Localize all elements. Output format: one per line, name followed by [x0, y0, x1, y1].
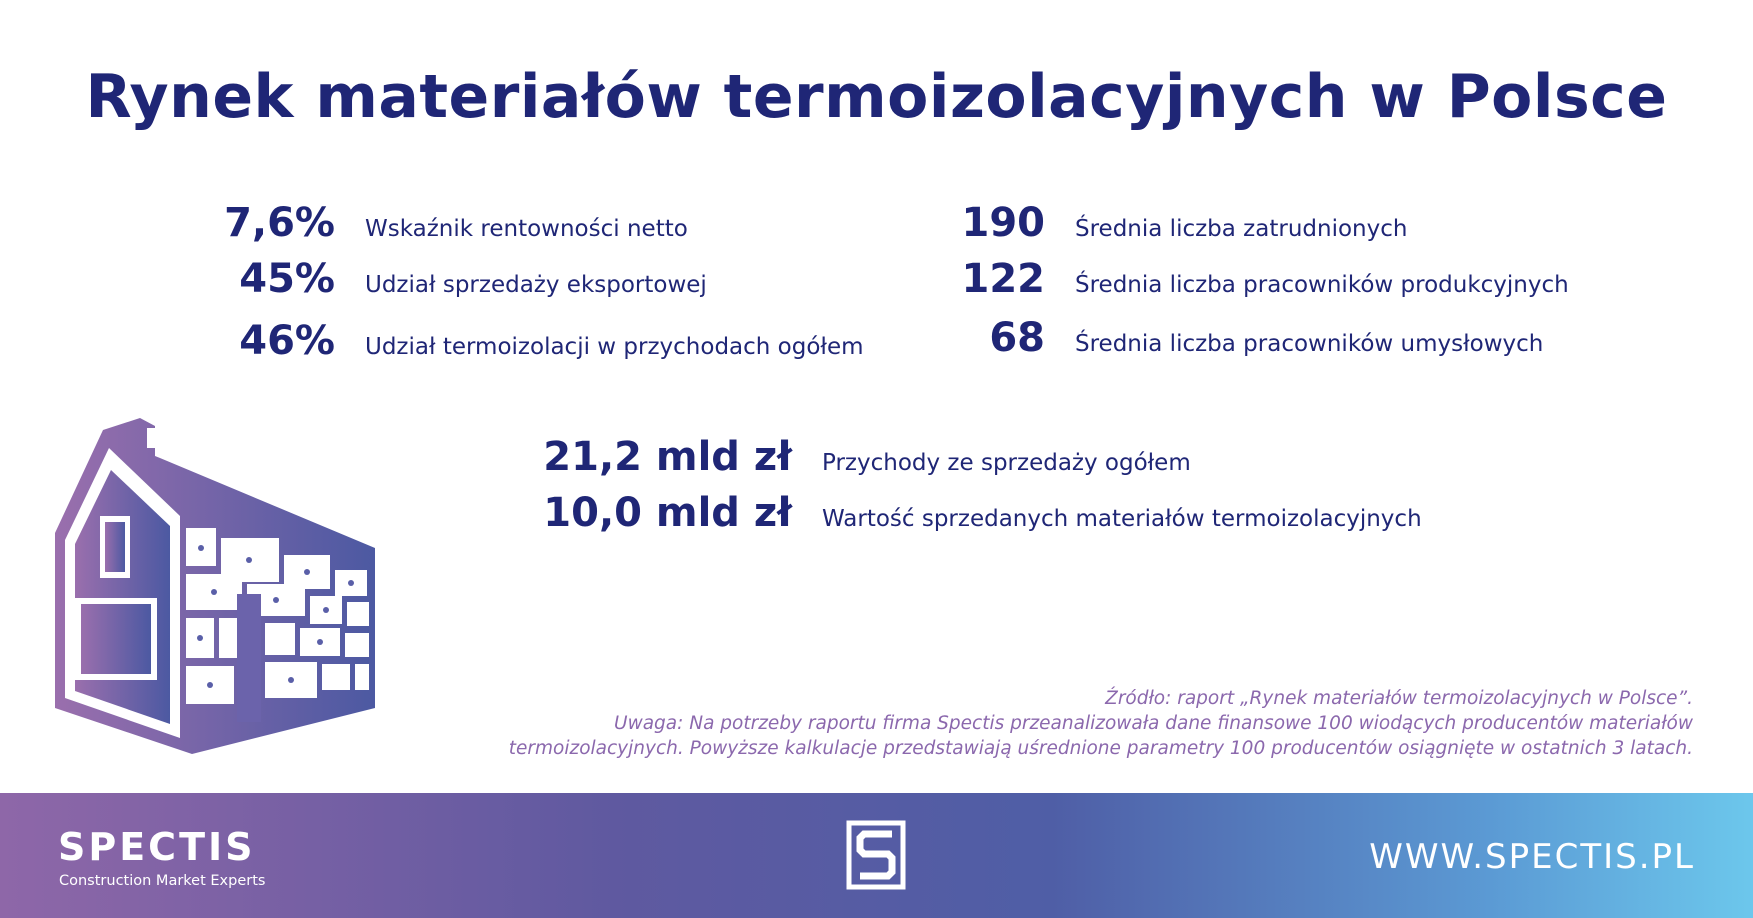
stat-insulation-share: [15, 318, 864, 364]
stat-production-workers: [865, 256, 1569, 302]
stat-total-revenue: [492, 434, 1191, 480]
note-line: termoizolacyjnych. Powyższe kalkulacje przedstawiają uśrednione parametry 100 producentów osiągnięte w ostatnich 3 latach.: [508, 738, 1693, 759]
page-title: Rynek materiałów termoizolacyjnych w Polsce: [85, 62, 1668, 132]
stat-export-share: [15, 256, 707, 302]
stat-label: Udział termoizolacji w przychodach ogółem: [365, 334, 864, 360]
source-line: Źródło: raport „Rynek materiałów termoizolacyjnych w Polsce”.: [1105, 688, 1693, 709]
stat-value: 190: [961, 200, 1045, 246]
stat-label: Średnia liczba zatrudnionych: [1075, 216, 1408, 242]
stat-value: 122: [961, 256, 1045, 302]
stat-value: 68: [989, 315, 1045, 361]
stat-office-workers: [865, 315, 1543, 361]
website-link[interactable]: WWW.SPECTIS.PL: [1369, 837, 1695, 877]
stat-label: Średnia liczba pracowników umysłowych: [1075, 331, 1544, 357]
stat-label: Wartość sprzedanych materiałów termoizolacyjnych: [822, 506, 1422, 532]
source-notes: [509, 686, 1693, 761]
stat-employees: [865, 200, 1407, 246]
footer-bar: [0, 793, 1753, 918]
stat-value: 7,6%: [224, 200, 335, 246]
brand-logo[interactable]: SPECTIS: [58, 825, 256, 869]
brand-tagline: Construction Market Experts: [59, 873, 266, 889]
stat-label: Udział sprzedaży eksportowej: [365, 272, 707, 298]
stat-label: Średnia liczba pracowników produkcyjnych: [1075, 272, 1569, 298]
house-insulation-icon: [55, 418, 425, 754]
stat-label: Przychody ze sprzedaży ogółem: [822, 450, 1191, 476]
stat-value: 10,0 mld zł: [543, 490, 792, 536]
stat-value: 21,2 mld zł: [543, 434, 792, 480]
stat-value: 46%: [239, 318, 335, 364]
stat-profitability: [15, 200, 688, 246]
note-line: Uwaga: Na potrzeby raportu firma Spectis przeanalizowała dane finansowe 100 wiodących producentów materiałów: [614, 713, 1693, 734]
stat-label: Wskaźnik rentowności netto: [365, 216, 688, 242]
spectis-s-logo-icon[interactable]: [846, 820, 906, 890]
stat-insulation-value: [492, 490, 1422, 536]
stat-value: 45%: [239, 256, 335, 302]
